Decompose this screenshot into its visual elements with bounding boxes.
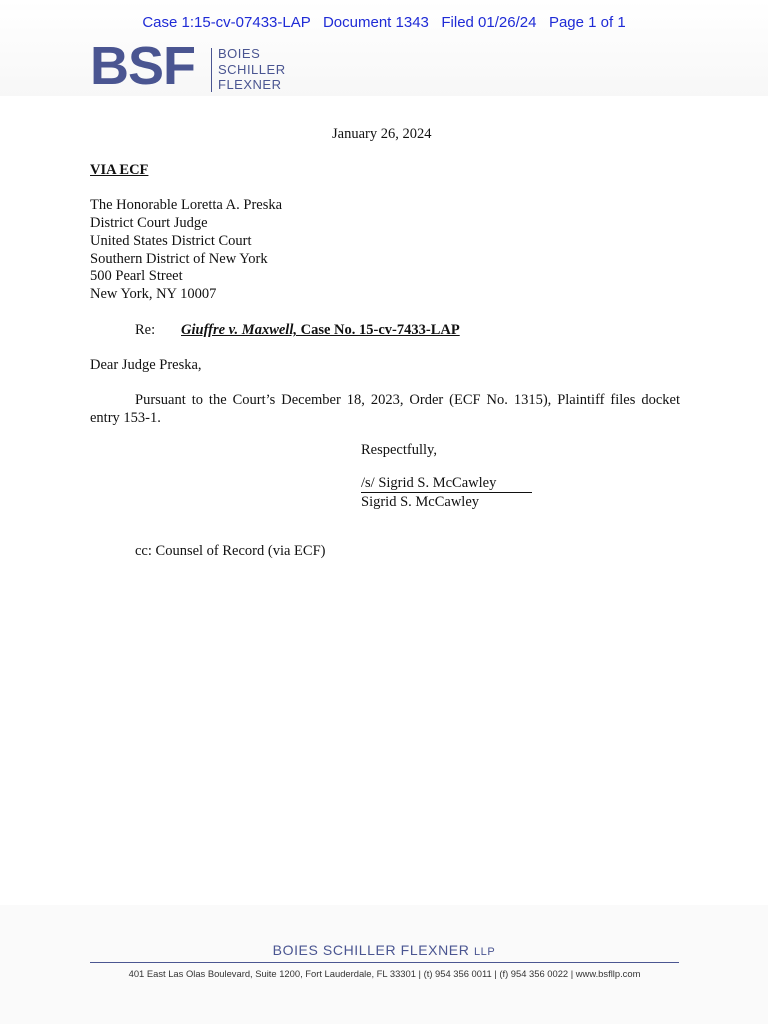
addressee-line: The Honorable Loretta A. Preska [90,197,283,213]
body-paragraph: Pursuant to the Court’s December 18, 2023, Order (ECF No. 1315), Plaintiff files docket entry 153-1. [90,392,680,426]
delivery-method: VIA ECF [90,162,149,178]
footer-address: 401 East Las Olas Boulevard, Suite 1200, Fort Lauderdale, FL 33301 | (t) 954 356 0011 | (f) 954 356 0022 | www.bsfllp.com [128,968,641,979]
logo-monogram: BSF [90,36,195,96]
addressee-line: United States District Court [90,233,252,249]
logo-word-flexner: FLEXNER [218,77,282,92]
addressee-line: District Court Judge [90,215,208,231]
letter-date: January 26, 2024 [332,126,432,142]
addressee-line: Southern District of New York [90,251,268,267]
footer-firm-name [0,942,768,958]
addressee-line: 500 Pearl Street [90,268,183,284]
footer-rule [90,962,679,963]
footer-firm-text: BOIES SCHILLER FLEXNER [272,942,470,958]
signer-name: Sigrid S. McCawley [361,494,480,510]
case-number: Case No. 15-cv-7433-LAP [297,322,460,338]
logo-divider [211,48,212,92]
court-filing-stamp: Case 1:15-cv-07433-LAP Document 1343 Filed 01/26/24 Page 1 of 1 [142,14,626,31]
signature-underline [361,492,532,493]
footer-firm-llp: LLP [473,946,496,958]
cc-line: cc: Counsel of Record (via ECF) [135,543,326,559]
logo-word-schiller: SCHILLER [218,61,286,77]
salutation: Dear Judge Preska, [90,357,202,373]
logo-word-boies: BOIES [218,46,261,61]
addressee-line: New York, NY 10007 [90,286,217,302]
footer-band [0,905,768,1024]
electronic-signature: /s/ Sigrid S. McCawley [361,475,497,491]
closing: Respectfully, [361,442,437,458]
case-name: Giuffre v. Maxwell, [181,322,297,338]
re-subject [181,322,460,340]
re-label: Re: [135,322,156,338]
logo-wordmark [218,46,286,93]
